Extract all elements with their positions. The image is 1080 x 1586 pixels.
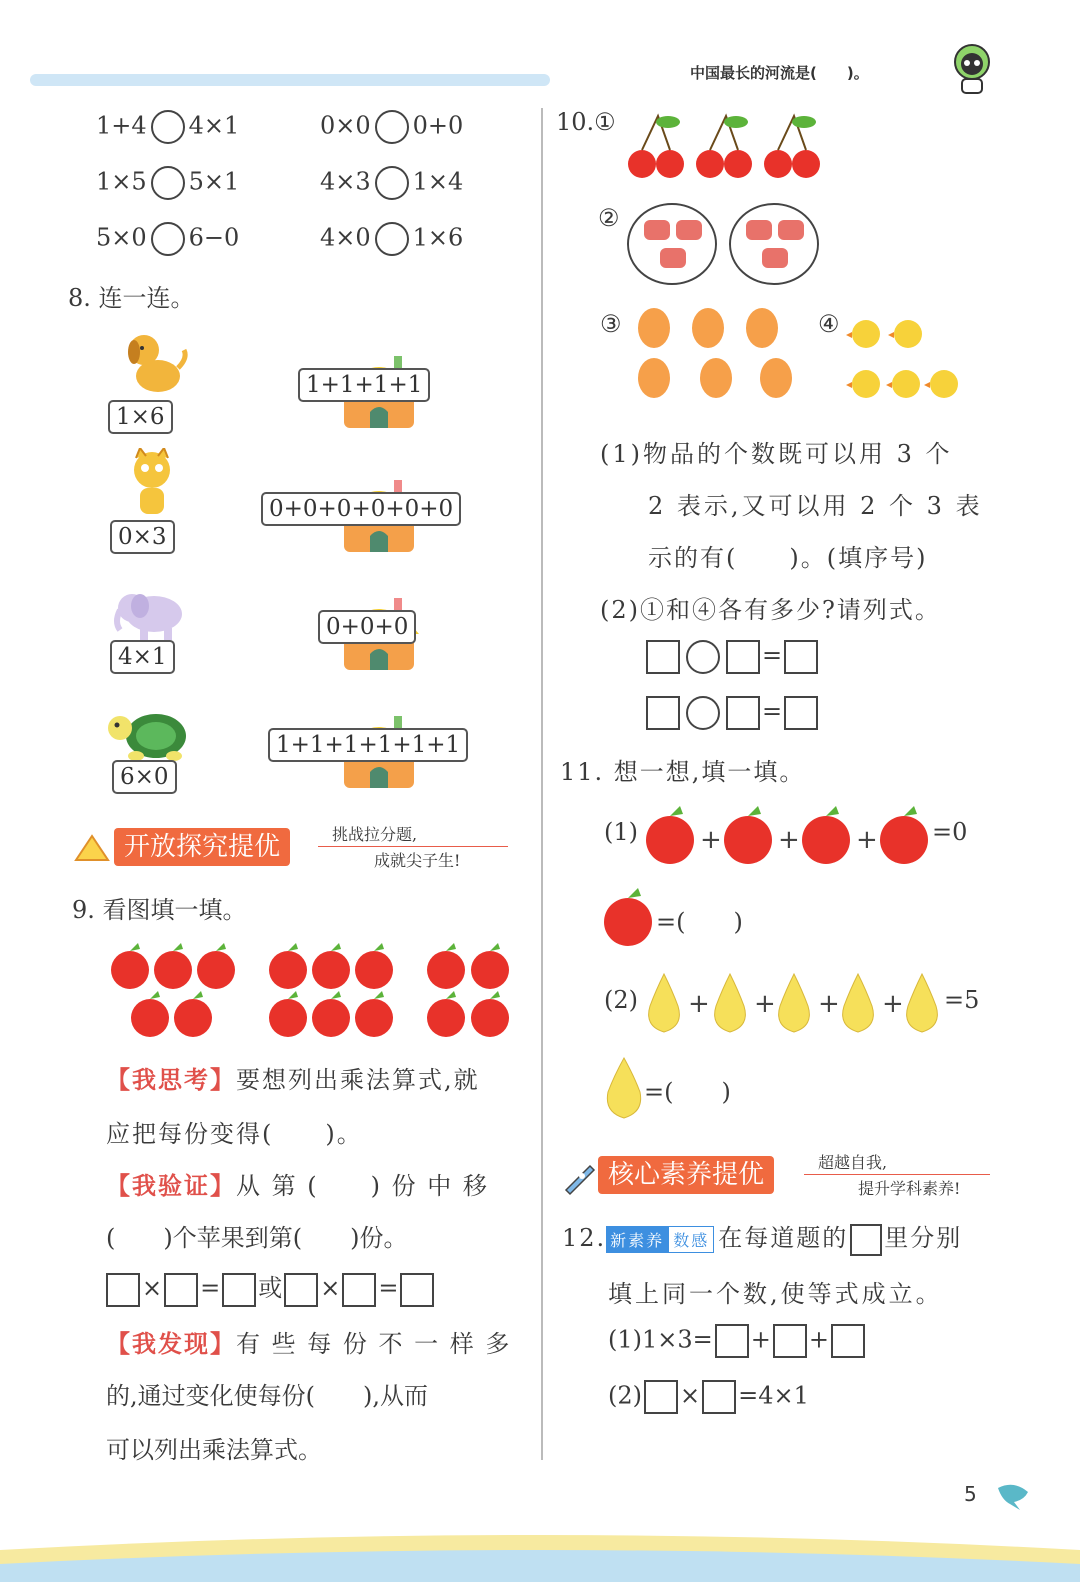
answer-box[interactable] (773, 1324, 807, 1358)
q9-equation: × = 或 × = (104, 1268, 436, 1307)
compare-row-2a: 1×5 5×1 (96, 166, 239, 200)
top-band (30, 74, 550, 86)
pear-equation (644, 966, 944, 1040)
answer-box[interactable] (106, 1273, 140, 1307)
q11-p1-label: (1) (604, 818, 638, 846)
answer-box[interactable] (222, 1273, 256, 1307)
q11-p1-result: =0 (932, 818, 968, 846)
compare-circle[interactable] (375, 166, 409, 200)
column-divider (541, 108, 543, 1460)
turtle-icon (104, 706, 194, 766)
q10-p1-line2: 2 表示,又可以用 2 个 3 表 (648, 492, 983, 520)
banner2-line (804, 1174, 990, 1175)
elephant-icon (110, 586, 190, 646)
q11-p2-label: (2) (604, 986, 638, 1014)
svg-text:+: + (700, 825, 722, 855)
compare-circle[interactable] (151, 110, 185, 144)
answer-box[interactable] (784, 696, 818, 730)
compare-row-1b: 0×0 0+0 (320, 110, 463, 144)
q9-think-line: 【我思考】要想列出乘法算式,就 (106, 1066, 480, 1094)
svg-text:+: + (818, 989, 840, 1019)
operator-circle[interactable] (686, 640, 720, 674)
answer-box[interactable] (702, 1380, 736, 1414)
answer-box[interactable] (646, 696, 680, 730)
compare-circle[interactable] (375, 110, 409, 144)
apple-equation (644, 804, 934, 872)
q10-num: 10.① (556, 108, 616, 136)
animal-label-3[interactable]: 4×1 (110, 640, 175, 674)
apple-group-3 (424, 940, 514, 1044)
bottom-band (0, 1520, 1080, 1582)
compare-circle[interactable] (151, 166, 185, 200)
apple-single (602, 888, 656, 952)
q10-mark-2: ② (598, 204, 620, 232)
banner1-line2: 成就尖子生! (374, 851, 461, 870)
answer-box[interactable] (726, 696, 760, 730)
q9-find-line2: 的,通过变化使每份( ),从而 (106, 1382, 428, 1410)
q10-equation-1: = (644, 640, 820, 674)
q10-p1-line1: (1)物品的个数既可以用 3 个 (600, 440, 953, 468)
animal-label-1[interactable]: 1×6 (108, 400, 173, 434)
q9-think-line2: 应把每份变得( )。 (106, 1120, 363, 1148)
answer-box (850, 1224, 882, 1256)
banner-core-literacy: 核心素养提优 (598, 1156, 774, 1194)
banner-open-explore: 开放探究提优 (114, 828, 290, 866)
apple-group-2 (266, 940, 396, 1044)
operator-circle[interactable] (686, 696, 720, 730)
q9-find-line: 【我发现】有 些 每 份 不 一 样 多 (106, 1330, 512, 1358)
q12-line1: 12. 新素养 数感 在每道题的 里分别 (562, 1218, 962, 1256)
compare-row-3a: 5×0 6−0 (96, 222, 239, 256)
answer-box[interactable] (715, 1324, 749, 1358)
q12-p2: (2) × =4×1 (608, 1380, 809, 1414)
compare-circle[interactable] (151, 222, 185, 256)
number-sense-tag: 数感 (668, 1226, 714, 1253)
q11-p2-result: =5 (944, 986, 980, 1014)
header-question: 中国最长的河流是( )。 (690, 64, 869, 82)
compare-row-2b: 4×3 1×4 (320, 166, 463, 200)
house-label-2[interactable]: 0+0+0+0+0+0 (261, 492, 461, 526)
robot-mascot-icon (942, 40, 1002, 100)
svg-text:+: + (688, 989, 710, 1019)
answer-box[interactable] (164, 1273, 198, 1307)
q11-p2-ask: =( ) (644, 1078, 731, 1106)
house-label-3[interactable]: 0+0+0 (318, 610, 416, 644)
answer-box[interactable] (284, 1273, 318, 1307)
rocket-icon (560, 1160, 600, 1200)
q9-verify-line2: ( )个苹果到第( )份。 (106, 1224, 408, 1252)
animal-label-2[interactable]: 0×3 (110, 520, 175, 554)
q12-line2: 填上同一个数,使等式成立。 (608, 1280, 943, 1308)
house-label-1[interactable]: 1+1+1+1 (298, 368, 430, 402)
svg-text:+: + (754, 989, 776, 1019)
q9-verify-line: 【我验证】从 第 ( ) 份 中 移 (106, 1172, 489, 1200)
q10-mark-3: ③ (600, 310, 622, 338)
dolphin-icon (994, 1478, 1034, 1518)
q10-p1-line3: 示的有( )。(填序号) (648, 544, 928, 572)
q11-p1-ask: =( ) (656, 908, 743, 936)
q9-title: 9. 看图填一填。 (72, 896, 247, 924)
banner-icon (72, 830, 112, 870)
answer-box[interactable] (784, 640, 818, 674)
answer-box[interactable] (831, 1324, 865, 1358)
q10-equation-2: = (644, 696, 820, 730)
drumsticks-icon (626, 304, 796, 408)
banner1-line1: 挑战拉分题, (332, 825, 418, 844)
pear-single (604, 1054, 644, 1124)
q11-title: 11. 想一想,填一填。 (560, 758, 806, 786)
compare-circle[interactable] (375, 222, 409, 256)
answer-box[interactable] (726, 640, 760, 674)
dog-icon (118, 328, 190, 402)
q8-title: 8. 连一连。 (68, 284, 195, 312)
banner2-line2: 提升学科素养! (858, 1179, 961, 1198)
q10-mark-4: ④ (818, 310, 840, 338)
cat-icon (124, 448, 180, 524)
new-literacy-tag: 新素养 (606, 1226, 668, 1253)
compare-row-3b: 4×0 1×6 (320, 222, 463, 256)
ducklings-icon (846, 304, 966, 418)
svg-text:+: + (856, 825, 878, 855)
compare-row-1a: 1+4 4×1 (96, 110, 239, 144)
answer-box[interactable] (342, 1273, 376, 1307)
animal-label-4[interactable]: 6×0 (112, 760, 177, 794)
svg-text:+: + (882, 989, 904, 1019)
page-number: 5 (964, 1482, 977, 1506)
answer-box[interactable] (644, 1380, 678, 1414)
svg-text:+: + (778, 825, 800, 855)
q10-p2: (2)①和④各有多少?请列式。 (600, 596, 941, 624)
cherries-icon (624, 108, 834, 192)
house-label-4[interactable]: 1+1+1+1+1+1 (268, 728, 468, 762)
q9-find-line3: 可以列出乘法算式。 (106, 1436, 322, 1464)
answer-box[interactable] (646, 640, 680, 674)
banner2-line1: 超越自我, (818, 1153, 888, 1172)
banner-line (318, 846, 508, 847)
plates-icon (626, 202, 826, 290)
answer-box[interactable] (400, 1273, 434, 1307)
apple-group-1 (108, 940, 238, 1044)
q12-p1: (1)1×3= + + (608, 1324, 867, 1358)
